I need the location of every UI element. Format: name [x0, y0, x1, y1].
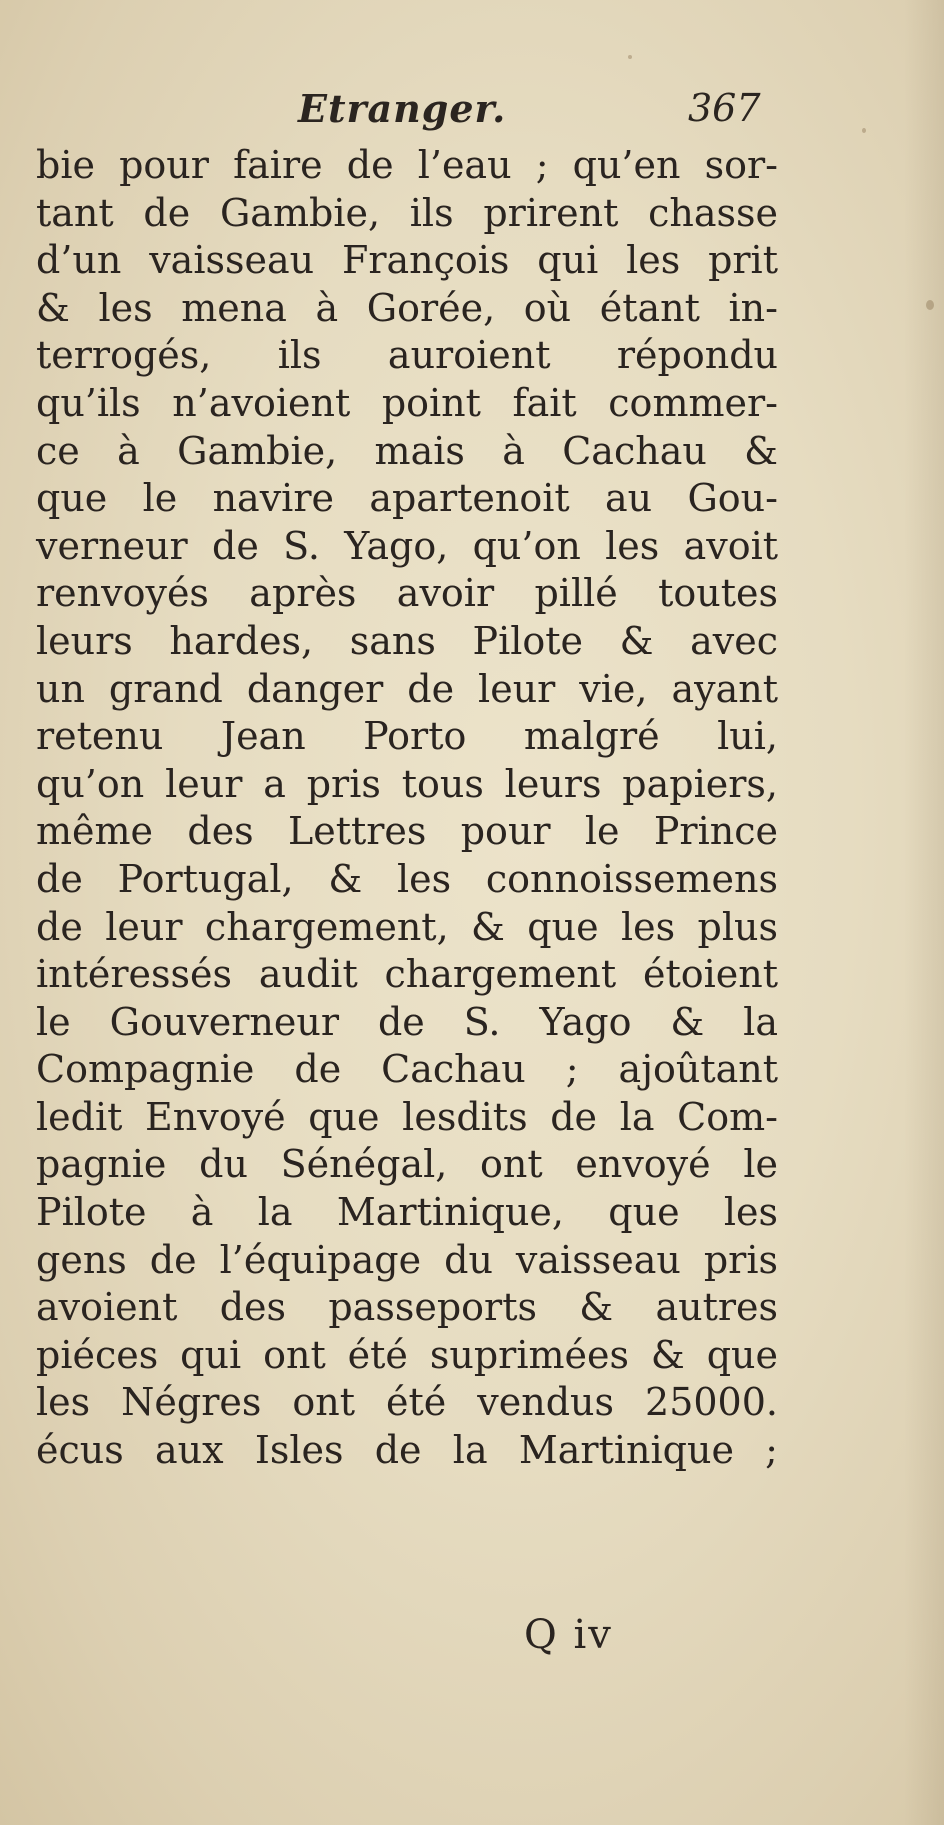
foxing-spot [926, 300, 934, 310]
running-head: Etranger. [298, 86, 507, 131]
text-line: Compagnie de Cachau ; ajoûtant [36, 1047, 778, 1092]
text-line: Pilote à la Martinique, que les [36, 1190, 778, 1235]
text-line: pagnie du Sénégal, ont envoyé le [36, 1142, 778, 1187]
text-line: de leur chargement, & que les plus [36, 904, 778, 949]
text-line: avoient des passeports & autres [36, 1285, 778, 1330]
signature-mark: Q iv [524, 1612, 613, 1658]
text-line: écus aux Isles de la Martinique ; [36, 1428, 778, 1473]
text-line: verneur de S. Yago, qu’on les avoit [36, 523, 778, 568]
text-line: gens de l’équipage du vaisseau pris [36, 1237, 778, 1282]
text-line: retenu Jean Porto malgré lui, [36, 714, 778, 759]
text-line: que le navire apartenoit au Gou- [36, 476, 778, 521]
text-line: tant de Gambie, ils prirent chasse [36, 190, 778, 235]
page-edge-shadow [904, 0, 944, 1825]
text-line: qu’ils n’avoient point fait commer- [36, 380, 778, 425]
text-line: bie pour faire de l’eau ; qu’en sor- [36, 143, 778, 187]
text-line: ce à Gambie, mais à Cachau & [36, 428, 778, 473]
foxing-spot [628, 55, 632, 59]
body-text [36, 142, 778, 1475]
text-line: renvoyés après avoir pillé toutes [36, 571, 778, 616]
text-line: le Gouverneur de S. Yago & la [36, 999, 778, 1044]
text-line: piéces qui ont été suprimées & que [36, 1332, 778, 1377]
text-line: & les mena à Gorée, où étant in- [36, 285, 778, 330]
text-line: un grand danger de leur vie, ayant [36, 666, 778, 711]
text-line: même des Lettres pour le Prince [36, 809, 778, 854]
text-line: leurs hardes, sans Pilote & avec [36, 618, 778, 663]
text-line: intéressés audit chargement étoient [36, 952, 778, 997]
text-line: qu’on leur a pris tous leurs papiers, [36, 761, 778, 806]
text-line: ledit Envoyé que lesdits de la Com- [36, 1094, 778, 1139]
page-header [0, 86, 944, 136]
page-number: 367 [688, 86, 761, 130]
text-line: d’un vaisseau François qui les prit [36, 238, 778, 283]
text-line: les Négres ont été vendus 25000. [36, 1380, 778, 1425]
text-line: de Portugal, & les connoissemens [36, 856, 778, 901]
text-line: terrogés, ils auroient répondu [36, 333, 778, 378]
